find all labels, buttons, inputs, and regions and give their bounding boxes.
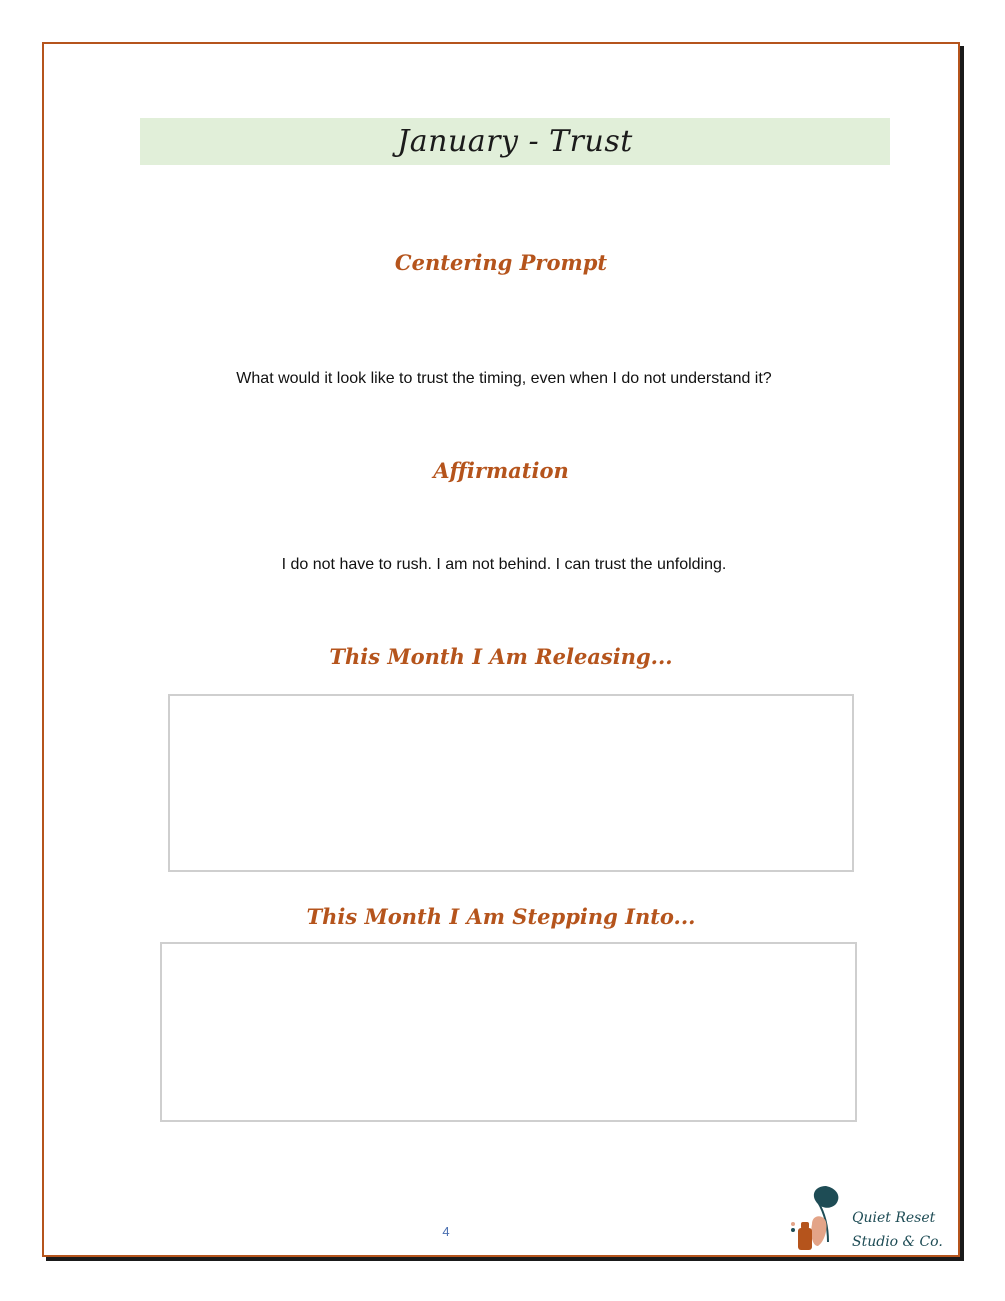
centering-prompt-text: What would it look like to trust the timing, even when I do not understand it? bbox=[236, 370, 772, 387]
stepping-into-heading: This Month I Am Stepping Into... bbox=[306, 904, 696, 929]
page-title: January - Trust bbox=[397, 124, 633, 159]
centering-prompt-heading: Centering Prompt bbox=[394, 250, 608, 275]
stepping-into-writing-box[interactable] bbox=[160, 942, 857, 1122]
brand-name bbox=[852, 1206, 943, 1254]
releasing-writing-box[interactable] bbox=[168, 694, 854, 872]
affirmation-text: I do not have to rush. I am not behind. I can trust the unfolding. bbox=[281, 556, 727, 573]
releasing-heading: This Month I Am Releasing... bbox=[329, 644, 673, 669]
affirmation-heading: Affirmation bbox=[433, 458, 569, 483]
brand-line-2: Studio & Co. bbox=[852, 1234, 943, 1250]
vase-leaf-icon bbox=[784, 1184, 850, 1254]
title-bar bbox=[140, 118, 890, 165]
page bbox=[42, 42, 960, 1257]
brand-line-1: Quiet Reset bbox=[852, 1210, 936, 1226]
brand-logo bbox=[784, 1184, 954, 1254]
page-number: 4 bbox=[442, 1224, 450, 1239]
